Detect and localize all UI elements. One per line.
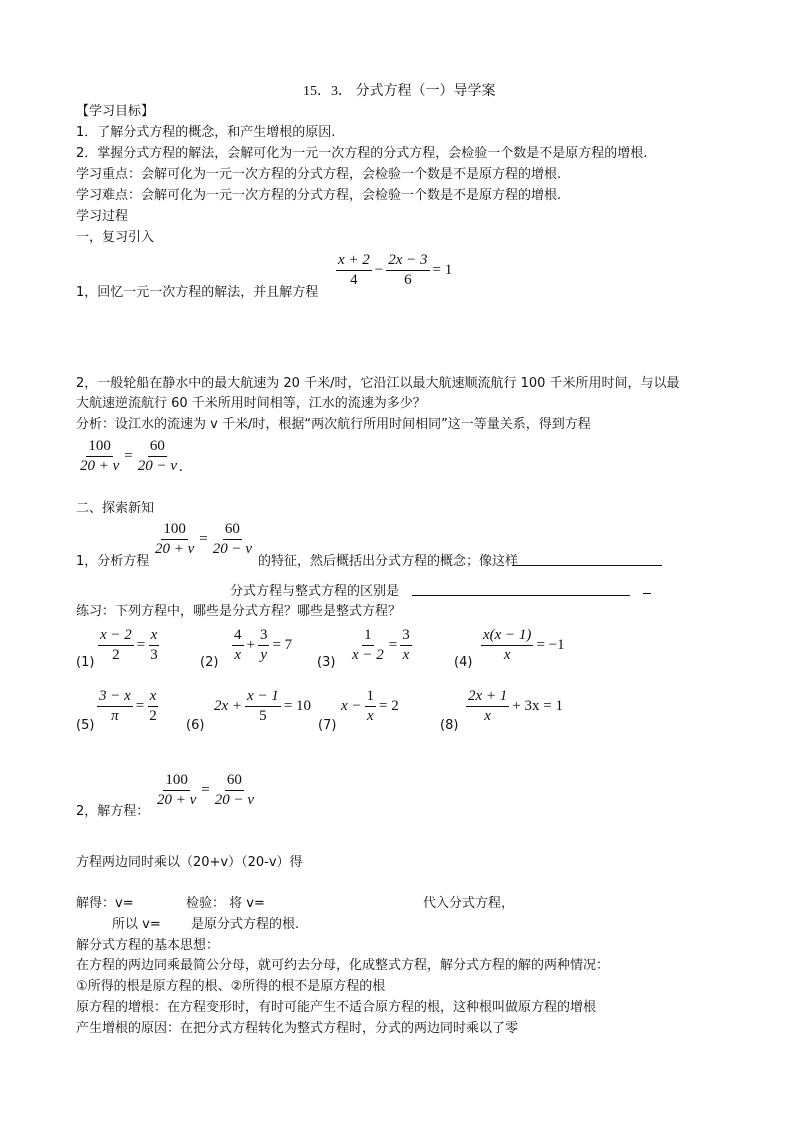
fraction-denominator: x [484,708,491,725]
equation-river-speed: $\frac{100}{20 + v}$ = $\frac{60}{20 - v}$ . [80,438,183,475]
label-5: (5) [76,718,95,733]
fraction-denominator: 5 [259,708,267,725]
fraction-numerator: 4 [232,627,244,646]
basic-idea-title: 解分式方程的基本思想： [76,938,220,953]
fraction-numerator: 60 [223,521,242,540]
practice-text: 练习：下列方程中，哪些是分式方程？哪些是整式方程？ [76,604,402,619]
fraction-denominator: 20 + v [157,792,197,809]
fraction-numerator: 100 [86,438,113,457]
label-7: (7) [318,718,337,733]
practice-equation-7 [341,688,402,726]
fraction-numerator: 3 − x [97,688,133,707]
fraction-numerator: 3 [258,627,270,646]
answer-blank-tail [643,582,651,594]
equation-rhs: = 10 [283,698,312,715]
goal-2: 2．掌握分式方程的解法，会解可化为一元一次方程的分式方程，会检验一个数是不是原方程的增根. [76,146,648,161]
answer-blank-concept[interactable] [512,550,662,566]
fraction-denominator: x − 2 [352,647,384,664]
difference-text: 分式方程与整式方程的区别是 [230,584,400,599]
solve-result: 解得：v= [76,896,134,911]
difficulty-point: 学习难点：会解可化为一元一次方程的分式方程，会检验一个数是不是原方程的增根. [76,188,562,203]
page-title: 15．3． 分式方程（一）导学案 [303,84,496,99]
fraction-numerator: 100 [163,772,190,791]
label-1: (1) [76,655,95,670]
fraction-numerator: x − 2 [98,627,134,646]
fraction-numerator: x + 2 [336,252,372,271]
fraction-denominator: x [503,647,511,664]
substitute-step: 代入分式方程， [423,896,515,911]
practice-equation-2: $\frac{4}{x}$ + $\frac{3}{y}$ = 7 [234,627,293,664]
fraction-denominator: 2 [112,647,120,664]
fraction-denominator: x [402,647,410,664]
process-header: 学习过程 [76,209,129,224]
fraction-numerator: x [148,688,159,707]
fraction-numerator: x − 1 [245,688,281,707]
fraction-numerator: 2x − 3 [386,252,429,271]
part1-header: 一，复习引入 [76,230,155,245]
fraction-denominator: 20 + v [155,541,195,558]
multiply-step: 方程两边同时乘以（20+v）（20-v）得 [76,855,303,870]
practice-equation-1: $\frac{x - 2}{2}$ = $\frac{x}{3}$ [100,627,158,664]
label-4: (4) [454,655,473,670]
extraneous-root-definition: 原方程的增根：在方程变形时，有时可能产生不适合原方程的根，这种根叫做原方程的增根 [76,1000,597,1015]
analysis-text: 分析：设江水的流速为 v 千米/时，根据“两次航行所用时间相同”这一等量关系，得到方程 [76,417,591,432]
fraction-denominator: 4 [350,272,358,289]
equation-prefix: 2x + [214,698,243,715]
practice-equation-3: $\frac{1}{x - 2}$ = $\frac{3}{x}$ [352,627,410,664]
solution-cases: ①所得的根是原方程的根、②所得的根不是原方程的根 [76,979,386,994]
label-2: (2) [200,655,219,670]
equation-river-speed-2: $\frac{100}{20 + v}$ = $\frac{60}{20 - v}$ [155,521,253,558]
fraction-numerator: x(x − 1) [481,627,533,646]
fraction-denominator: π [111,708,119,725]
fraction-denominator: 20 − v [137,458,178,475]
check-step: 检验： 将 v= [186,896,265,911]
fraction-denominator: x [366,708,374,725]
fraction-denominator: 20 − v [212,541,253,558]
label-3: (3) [317,655,336,670]
question-1-analyze-pre: 1，分析方程 [76,554,150,569]
question-1-review: 1，回忆一元一次方程的解法，并且解方程 [76,285,319,300]
question-2-line1: 2，一般轮船在静水中的最大航速为 20 千米/时，它沿江以最大航速顺流航行 100 千米所用时间，与以最 [76,376,680,391]
practice-equation-6 [214,688,314,726]
practice-equation-5: $\frac{3 - x}{\pi}$ = $\frac{x}{2}$ [99,688,157,725]
practice-equation-4 [481,627,568,665]
equation-prefix: x − [341,698,362,715]
question-2-solve: 2，解方程： [76,804,150,819]
fraction-numerator: x [149,627,160,646]
fraction-denominator: x [234,647,242,664]
extraneous-root-cause: 产生增根的原因：在把分式方程转化为整式方程时，分式的两边同时乘以了零 [76,1021,519,1036]
fraction-denominator: 2 [149,708,157,725]
question-2-line2: 大航速逆流航行 60 千米所用时间相等，江水的流速为多少？ [76,396,426,411]
equation-rhs: = 2 [379,698,399,715]
fraction-numerator: 1 [362,627,374,646]
label-6: (6) [186,718,205,733]
answer-blank-difference[interactable] [412,580,630,596]
fraction-numerator: 100 [161,521,188,540]
fraction-numerator: 2x + 1 [466,688,509,707]
fraction-numerator: 60 [225,772,244,791]
is-root: 是原分式方程的根. [191,917,300,932]
goal-1: 1．了解分式方程的概念，和产生增根的原因. [76,125,336,140]
fraction-denominator: y [260,647,268,664]
fraction-numerator: 3 [400,627,412,646]
fraction-denominator: 6 [404,272,412,289]
label-8: (8) [440,718,459,733]
fraction-denominator: 20 − v [214,792,255,809]
period: . [179,458,183,475]
fraction-numerator: 1 [365,688,377,707]
equation-river-speed-3: $\frac{100}{20 + v}$ = $\frac{60}{20 - v}$ [157,772,255,809]
so-v: 所以 v= [112,917,161,932]
fraction-denominator: 20 + v [80,458,120,475]
fraction-numerator: 60 [148,438,167,457]
practice-equation-8 [466,688,566,726]
fraction-denominator: 3 [150,647,158,664]
equation-rhs: = 7 [272,637,293,654]
question-1-analyze-post: 的特征，然后概括出分式方程的概念；像这样 [258,554,519,569]
equation-rhs: = −1 [536,637,565,654]
equation-rhs: + 3x = 1 [512,698,563,715]
part2-header: 二、探索新知 [76,501,155,516]
key-point: 学习重点：会解可化为一元一次方程的分式方程，会检验一个数是不是原方程的增根. [76,167,562,182]
goals-header: 【学习目标】 [76,104,155,119]
equation-linear: $\frac{x + 2}{4}$ − $\frac{2x - 3}{6}$ = 1 [338,252,453,289]
basic-idea-body: 在方程的两边同乘最简公分母，就可约去分母，化成整式方程，解分式方程的解的两种情况： [76,958,610,973]
equation-rhs: = 1 [432,262,453,279]
